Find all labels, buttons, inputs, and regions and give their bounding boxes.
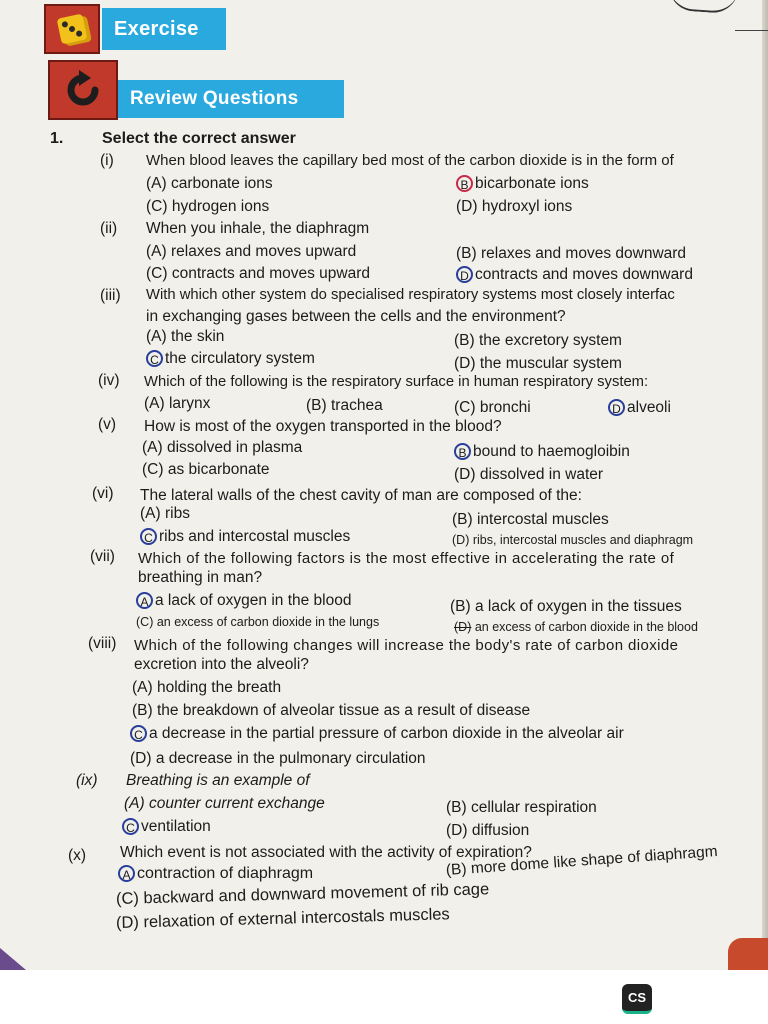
- question-text: excretion into the alveoli?: [134, 656, 309, 673]
- option-correct: D contracts and moves downward: [456, 266, 693, 284]
- option: (D) dissolved in water: [454, 466, 604, 483]
- option: (D) the muscular system: [454, 355, 622, 372]
- review-heading: Review Questions: [118, 80, 344, 118]
- option: (C) backward and downward movement of rib cage: [115, 880, 490, 908]
- option: (C) hydrogen ions: [146, 198, 270, 215]
- question-number: (vii): [90, 548, 115, 565]
- margin-rule: [735, 30, 768, 31]
- option: (D) hydroxyl ions: [456, 198, 573, 215]
- answer-circle: C: [140, 528, 157, 545]
- answer-circle: C: [146, 350, 163, 367]
- question-text: With which other system do specialised respiratory systems most closely interfac: [146, 287, 675, 303]
- section-number: 1.: [50, 130, 64, 147]
- option: (D) relaxation of external intercostals muscles: [115, 905, 450, 932]
- option-correct: A contraction of diaphragm: [118, 865, 313, 883]
- question-text: How is most of the oxygen transported in the blood?: [144, 418, 502, 435]
- question-number: (x): [68, 847, 87, 864]
- option: (A) relaxes and moves upward: [146, 243, 357, 260]
- option-correct: C the circulatory system: [146, 350, 315, 368]
- answer-circle: D: [608, 399, 625, 416]
- option: (C) as bicarbonate: [142, 461, 270, 478]
- question-number: (iv): [98, 372, 120, 389]
- question-text: Breathing is an example of: [126, 772, 310, 789]
- exercise-heading: Exercise: [102, 8, 226, 50]
- section-title-text: Select the correct answer: [102, 130, 296, 147]
- question-text: Which of the following is the respiratory surface in human respiratory system:: [144, 374, 649, 390]
- refresh-icon: [48, 60, 118, 120]
- option-correct: C ribs and intercostal muscles: [140, 528, 350, 546]
- option: (D) diffusion: [446, 822, 530, 839]
- question-text: The lateral walls of the chest cavity of man are composed of the:: [140, 487, 582, 504]
- question-text: Which of the following changes will increase the body's rate of carbon dioxide: [134, 637, 679, 654]
- question-number: (i): [100, 152, 114, 169]
- option: (A) the skin: [146, 328, 225, 345]
- option-correct: C ventilation: [122, 818, 211, 836]
- option: (B) more dome like shape of diaphragm: [445, 843, 719, 879]
- option: (C) bronchi: [454, 399, 531, 416]
- option: (B) intercostal muscles: [452, 511, 609, 528]
- answer-circle: A: [118, 865, 135, 882]
- answer-circle: A: [136, 592, 153, 609]
- question-text: breathing in man?: [138, 569, 263, 586]
- option: (B) the breakdown of alveolar tissue as a result of disease: [132, 702, 531, 719]
- answer-circle: B: [454, 443, 471, 460]
- option: (C) an excess of carbon dioxide in the lungs: [136, 615, 380, 629]
- question-text: in exchanging gases between the cells and the environment?: [146, 308, 566, 325]
- dice-icon: [44, 4, 100, 54]
- option-correct: A a lack of oxygen in the blood: [136, 592, 351, 610]
- question-text: Which event is not associated with the activity of expiration?: [120, 844, 532, 861]
- answer-circle: C: [130, 725, 147, 742]
- question-number: (ix): [76, 772, 98, 789]
- option: (A) carbonate ions: [146, 175, 273, 192]
- question-number: (v): [98, 416, 117, 433]
- answer-circle: B: [456, 175, 473, 192]
- option: (A) counter current exchange: [124, 795, 325, 812]
- option: (B) relaxes and moves downward: [456, 245, 687, 262]
- answer-circle: D: [456, 266, 473, 283]
- option: (B) cellular respiration: [446, 799, 597, 816]
- question-number: (iii): [100, 287, 121, 304]
- question-text: When you inhale, the diaphragm: [146, 220, 370, 237]
- section-title: [50, 130, 296, 148]
- option: (C) contracts and moves upward: [146, 265, 370, 282]
- page-edge: [762, 0, 768, 970]
- answer-circle: C: [122, 818, 139, 835]
- option: (A) ribs: [140, 505, 190, 522]
- option: (B) a lack of oxygen in the tissues: [450, 598, 682, 615]
- corner-scrap: [728, 938, 768, 970]
- question-text: Which of the following factors is the most effective in accelerating the rate of: [138, 550, 675, 567]
- option-correct: D alveoli: [608, 399, 671, 417]
- question-number: (vi): [92, 485, 114, 502]
- option: (B) the excretory system: [454, 332, 622, 349]
- option: (A) larynx: [144, 395, 211, 412]
- option: (D) a decrease in the pulmonary circulation: [130, 750, 426, 767]
- option-correct: C a decrease in the partial pressure of carbon dioxide in the alveolar air: [130, 725, 624, 743]
- option-crossed: (D) an excess of carbon dioxide in the blood: [454, 620, 698, 634]
- corner-scrap-left: [0, 948, 26, 970]
- margin-mark: [667, 0, 739, 14]
- option: (D) ribs, intercostal muscles and diaphragm: [452, 533, 694, 547]
- option: (A) holding the breath: [132, 679, 282, 696]
- option: (A) dissolved in plasma: [142, 439, 303, 456]
- question-text: When blood leaves the capillary bed most of the carbon dioxide is in the form of: [146, 152, 674, 169]
- question-number: (viii): [88, 635, 117, 652]
- option-correct: B bound to haemogloibin: [454, 443, 630, 461]
- option: (B) trachea: [306, 397, 383, 414]
- option-correct: B bicarbonate ions: [456, 175, 589, 193]
- question-number: (ii): [100, 220, 118, 237]
- camscanner-logo: CS: [622, 984, 652, 1014]
